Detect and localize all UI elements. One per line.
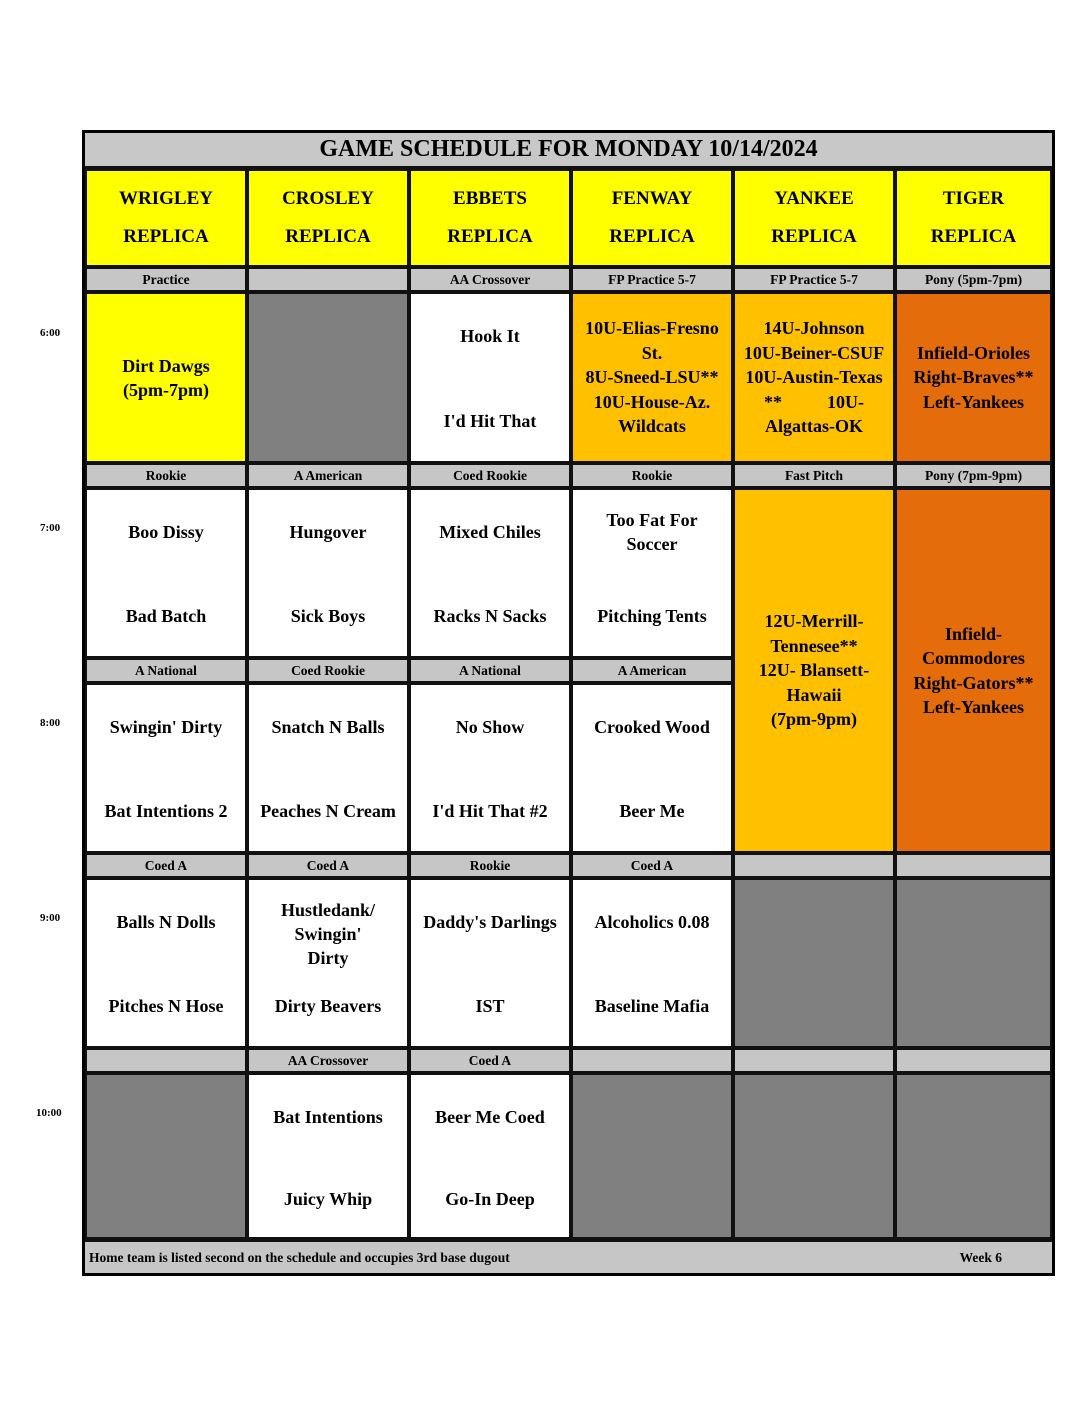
field-crosley xyxy=(247,169,409,267)
time-9: 9:00 xyxy=(40,912,61,924)
division-label: Rookie xyxy=(85,463,247,488)
away-team: Hungover xyxy=(289,522,367,542)
division-label xyxy=(733,853,895,878)
home-team: Baseline Mafia xyxy=(594,996,710,1016)
division-label: AA Crossover xyxy=(247,1048,409,1073)
footer-bar xyxy=(85,1239,1052,1273)
field-sub: REPLICA xyxy=(285,226,371,247)
home-team: IST xyxy=(475,996,505,1016)
team-line: 12U- Blansett- xyxy=(758,660,870,681)
division-label xyxy=(85,1048,247,1073)
home-team: Bat Intentions 2 xyxy=(104,801,228,821)
team-line: St. xyxy=(641,342,663,363)
division-label: A National xyxy=(409,658,571,683)
empty-slot xyxy=(247,292,409,463)
game-slot xyxy=(85,488,247,658)
game-slot xyxy=(571,488,733,658)
division-label: Coed A xyxy=(85,853,247,878)
division-label: Pony (5pm-7pm) xyxy=(895,267,1052,292)
away-team: Crooked Wood xyxy=(594,717,710,737)
division-label: Coed Rookie xyxy=(409,463,571,488)
schedule-sheet xyxy=(82,130,1055,1276)
game-slot xyxy=(895,488,1052,853)
home-team: Dirty Beavers xyxy=(274,996,382,1016)
game-slot xyxy=(571,878,733,1048)
division-label xyxy=(247,267,409,292)
team-line: Dirt Dawgs xyxy=(122,355,210,376)
home-team: Beer Me xyxy=(619,801,685,821)
field-sub: REPLICA xyxy=(447,226,533,247)
empty-slot xyxy=(85,1073,247,1239)
division-label: Rookie xyxy=(409,853,571,878)
home-team: Racks N Sacks xyxy=(433,606,547,626)
away-team: Boo Dissy xyxy=(128,522,204,542)
field-name: WRIGLEY xyxy=(119,188,213,209)
time-10: 10:00 xyxy=(36,1107,62,1119)
division-label: Rookie xyxy=(571,463,733,488)
away-team: Snatch N Balls xyxy=(271,717,385,737)
field-fenway xyxy=(571,169,733,267)
field-yankee xyxy=(733,169,895,267)
division-label: Coed A xyxy=(247,853,409,878)
division-label: Practice xyxy=(85,267,247,292)
empty-slot xyxy=(895,878,1052,1048)
team-line: (5pm-7pm) xyxy=(123,379,209,400)
team-line: Left-Yankees xyxy=(923,697,1024,717)
game-slot xyxy=(85,683,247,853)
game-slot xyxy=(409,683,571,853)
away-team: Mixed Chiles xyxy=(439,522,541,542)
division-label: A American xyxy=(247,463,409,488)
week-label: Week 6 xyxy=(959,1249,1002,1265)
empty-slot xyxy=(571,1073,733,1239)
game-slot xyxy=(571,292,733,463)
team-line: Right-Braves** xyxy=(913,367,1034,388)
team-line: Infield- xyxy=(944,623,1002,644)
home-team: Juicy Whip xyxy=(283,1189,373,1209)
field-tiger xyxy=(895,169,1052,267)
game-slot xyxy=(85,878,247,1048)
team-line: Wildcats xyxy=(618,416,686,437)
division-label: A American xyxy=(571,658,733,683)
division-label: Fast Pitch xyxy=(733,463,895,488)
field-sub: REPLICA xyxy=(930,226,1017,247)
time-7: 7:00 xyxy=(40,522,61,534)
game-slot xyxy=(409,1073,571,1239)
team-line: (7pm-9pm) xyxy=(771,709,857,730)
division-label: A National xyxy=(85,658,247,683)
home-team: I'd Hit That #2 xyxy=(432,801,548,821)
game-slot xyxy=(733,292,895,463)
team-line: Tennesee** xyxy=(770,635,858,656)
division-label: Coed A xyxy=(409,1048,571,1073)
team-line: 8U-Sneed-LSU** xyxy=(585,367,719,388)
game-slot xyxy=(571,683,733,853)
team-line: 12U-Merrill- xyxy=(764,611,864,632)
away-team: Beer Me Coed xyxy=(435,1107,545,1127)
field-ebbets xyxy=(409,169,571,267)
away-team: Hustledank/ Swingin' Dirty xyxy=(280,900,376,968)
division-label xyxy=(733,1048,895,1073)
time-8: 8:00 xyxy=(40,717,61,729)
team-line: ** 10U- xyxy=(764,391,864,412)
game-slot xyxy=(409,878,571,1048)
team-line: Commodores xyxy=(922,648,1025,668)
team-line: 14U-Johnson xyxy=(763,318,865,339)
field-sub: REPLICA xyxy=(609,226,695,247)
field-name: FENWAY xyxy=(611,188,693,209)
away-team: Bat Intentions xyxy=(273,1107,383,1127)
away-team: Hook It xyxy=(460,326,520,346)
away-team: Too Fat For Soccer xyxy=(606,510,698,554)
field-wrigley xyxy=(85,169,247,267)
team-line: 10U-Beiner-CSUF xyxy=(743,342,885,363)
team-line: Left-Yankees xyxy=(923,391,1024,412)
field-name: TIGER xyxy=(942,188,1005,209)
away-team: Daddy's Darlings xyxy=(423,912,557,932)
schedule-title: GAME SCHEDULE FOR MONDAY 10/14/2024 xyxy=(85,133,1052,169)
field-name: EBBETS xyxy=(453,188,527,209)
away-team: No Show xyxy=(455,717,525,737)
division-label: Coed A xyxy=(571,853,733,878)
game-slot xyxy=(247,878,409,1048)
game-slot xyxy=(247,488,409,658)
game-slot xyxy=(733,488,895,853)
team-line: Hawaii xyxy=(786,684,842,705)
game-slot xyxy=(409,292,571,463)
division-label: Pony (7pm-9pm) xyxy=(895,463,1052,488)
home-team: Bad Batch xyxy=(125,606,207,626)
division-label: Coed Rookie xyxy=(247,658,409,683)
field-sub: REPLICA xyxy=(123,226,209,247)
division-label: FP Practice 5-7 xyxy=(571,267,733,292)
home-team: Sick Boys xyxy=(290,606,366,626)
empty-slot xyxy=(733,1073,895,1239)
division-label xyxy=(895,1048,1052,1073)
division-label: FP Practice 5-7 xyxy=(733,267,895,292)
home-team: Pitches N Hose xyxy=(108,996,224,1016)
division-label xyxy=(895,853,1052,878)
time-6: 6:00 xyxy=(40,327,61,339)
home-team-note: Home team is listed second on the schedule and occupies 3rd base dugout xyxy=(89,1249,510,1265)
team-line: Right-Gators** xyxy=(913,672,1034,693)
team-line: 10U-Austin-Texas xyxy=(745,367,883,388)
team-line: 10U-House-Az. xyxy=(593,391,711,412)
game-slot xyxy=(409,488,571,658)
away-team: Balls N Dolls xyxy=(116,912,216,932)
away-team: Alcoholics 0.08 xyxy=(594,912,710,932)
empty-slot xyxy=(895,1073,1052,1239)
home-team: I'd Hit That xyxy=(443,411,537,431)
team-line: Algattas-OK xyxy=(765,416,863,437)
empty-slot xyxy=(733,878,895,1048)
game-slot xyxy=(247,683,409,853)
home-team: Peaches N Cream xyxy=(260,801,396,821)
division-label xyxy=(571,1048,733,1073)
home-team: Go-In Deep xyxy=(445,1189,535,1209)
game-slot xyxy=(895,292,1052,463)
division-label: AA Crossover xyxy=(409,267,571,292)
home-team: Pitching Tents xyxy=(597,606,707,626)
field-sub: REPLICA xyxy=(771,226,857,247)
field-name: YANKEE xyxy=(774,188,854,209)
team-line: 10U-Elias-Fresno xyxy=(585,318,719,339)
game-slot xyxy=(247,1073,409,1239)
game-slot xyxy=(85,292,247,463)
team-line: Infield-Orioles xyxy=(917,342,1030,363)
field-name: CROSLEY xyxy=(282,188,374,209)
away-team: Swingin' Dirty xyxy=(109,717,223,737)
